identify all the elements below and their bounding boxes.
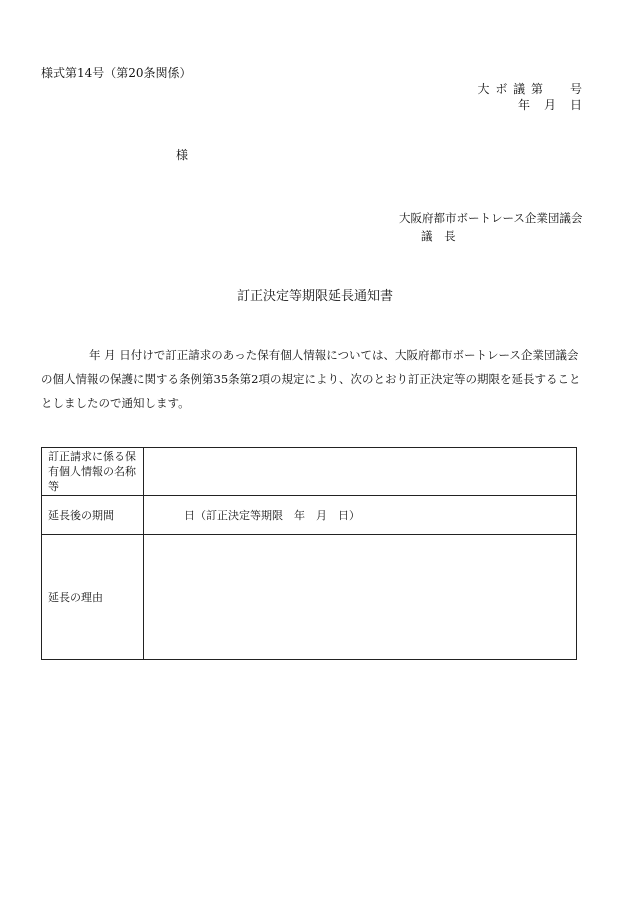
body-text: 年 月 日付けで訂正請求のあった保有個人情報については、大阪府都市ボートレース企業団議会の個人情報の保護に関する条例第35条第2項の規定により、次のとおり訂正決定等の期限を延長することとしましたので通知します。 — [41, 348, 581, 410]
table-row-period — [42, 496, 577, 535]
sender-title: 議 長 — [421, 229, 460, 243]
period-value[interactable]: 日（訂正決定等期限 年 月 日） — [144, 496, 577, 535]
info-table — [41, 447, 577, 660]
period-label: 延長後の期間 — [42, 496, 144, 535]
table-row-subject — [42, 448, 577, 496]
document-number: 大 ボ 議 第 号 — [477, 82, 583, 96]
reason-label: 延長の理由 — [42, 535, 144, 660]
document-title: 訂正決定等期限延長通知書 — [236, 289, 393, 304]
sender-organization: 大阪府都市ボートレース企業団議会 — [399, 211, 583, 225]
document-date: 年 月 日 — [517, 98, 583, 112]
subject-label: 訂正請求に係る保有個人情報の名称等 — [42, 448, 144, 496]
addressee-suffix: 様 — [176, 148, 189, 162]
table-row-reason — [42, 535, 577, 660]
reason-value[interactable] — [144, 535, 577, 660]
form-number: 様式第14号（第20条関係） — [41, 66, 192, 80]
subject-value[interactable] — [144, 448, 577, 496]
